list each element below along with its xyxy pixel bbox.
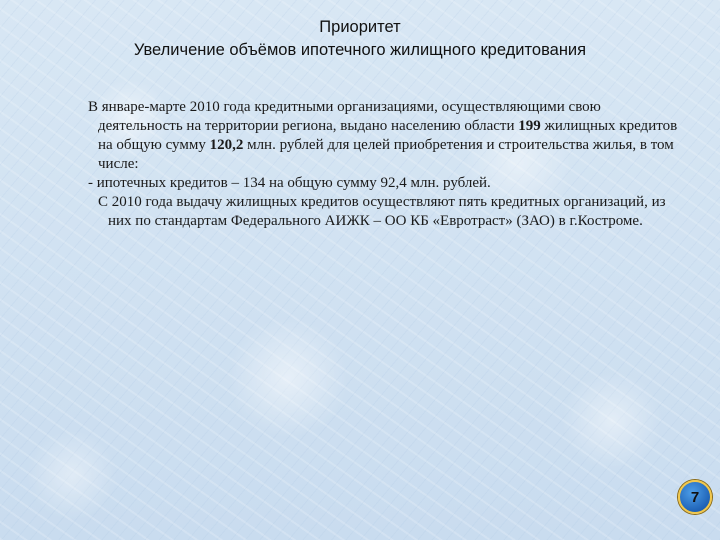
paragraph-organizations: С 2010 года выдачу жилищных кредитов осуществляют пять кредитных организаций, из них по стандартам Федерального АИЖК – ОО КБ «Евротраст» (ЗАО) в г.Костроме. xyxy=(98,194,666,229)
loan-count: 199 xyxy=(518,118,541,134)
paragraph-lending-stats xyxy=(80,98,678,174)
title-line-1: Приоритет xyxy=(319,18,401,36)
paragraph-mortgage: - ипотечных кредитов – 134 на общую сумму 92,4 млн. рублей. xyxy=(88,175,491,191)
page-number: 7 xyxy=(690,488,700,506)
p1-text-c: жилищных кредитов на общую сумму xyxy=(98,118,678,153)
loan-total: 120,2 xyxy=(209,137,244,153)
title-line-2: Увеличение объёмов ипотечного жилищного кредитования xyxy=(133,41,587,59)
slide-body xyxy=(88,98,678,231)
page-number-badge xyxy=(678,480,712,514)
p1-text-a: В январе-марте 2010 года кредитными организациями, осуществляющими свою деятельность на территории региона, выдано населению области xyxy=(88,99,601,134)
p1-text-e: млн. рублей для целей приобретения и строительства жилья, в том числе: xyxy=(98,137,674,172)
slide-title xyxy=(0,16,720,62)
